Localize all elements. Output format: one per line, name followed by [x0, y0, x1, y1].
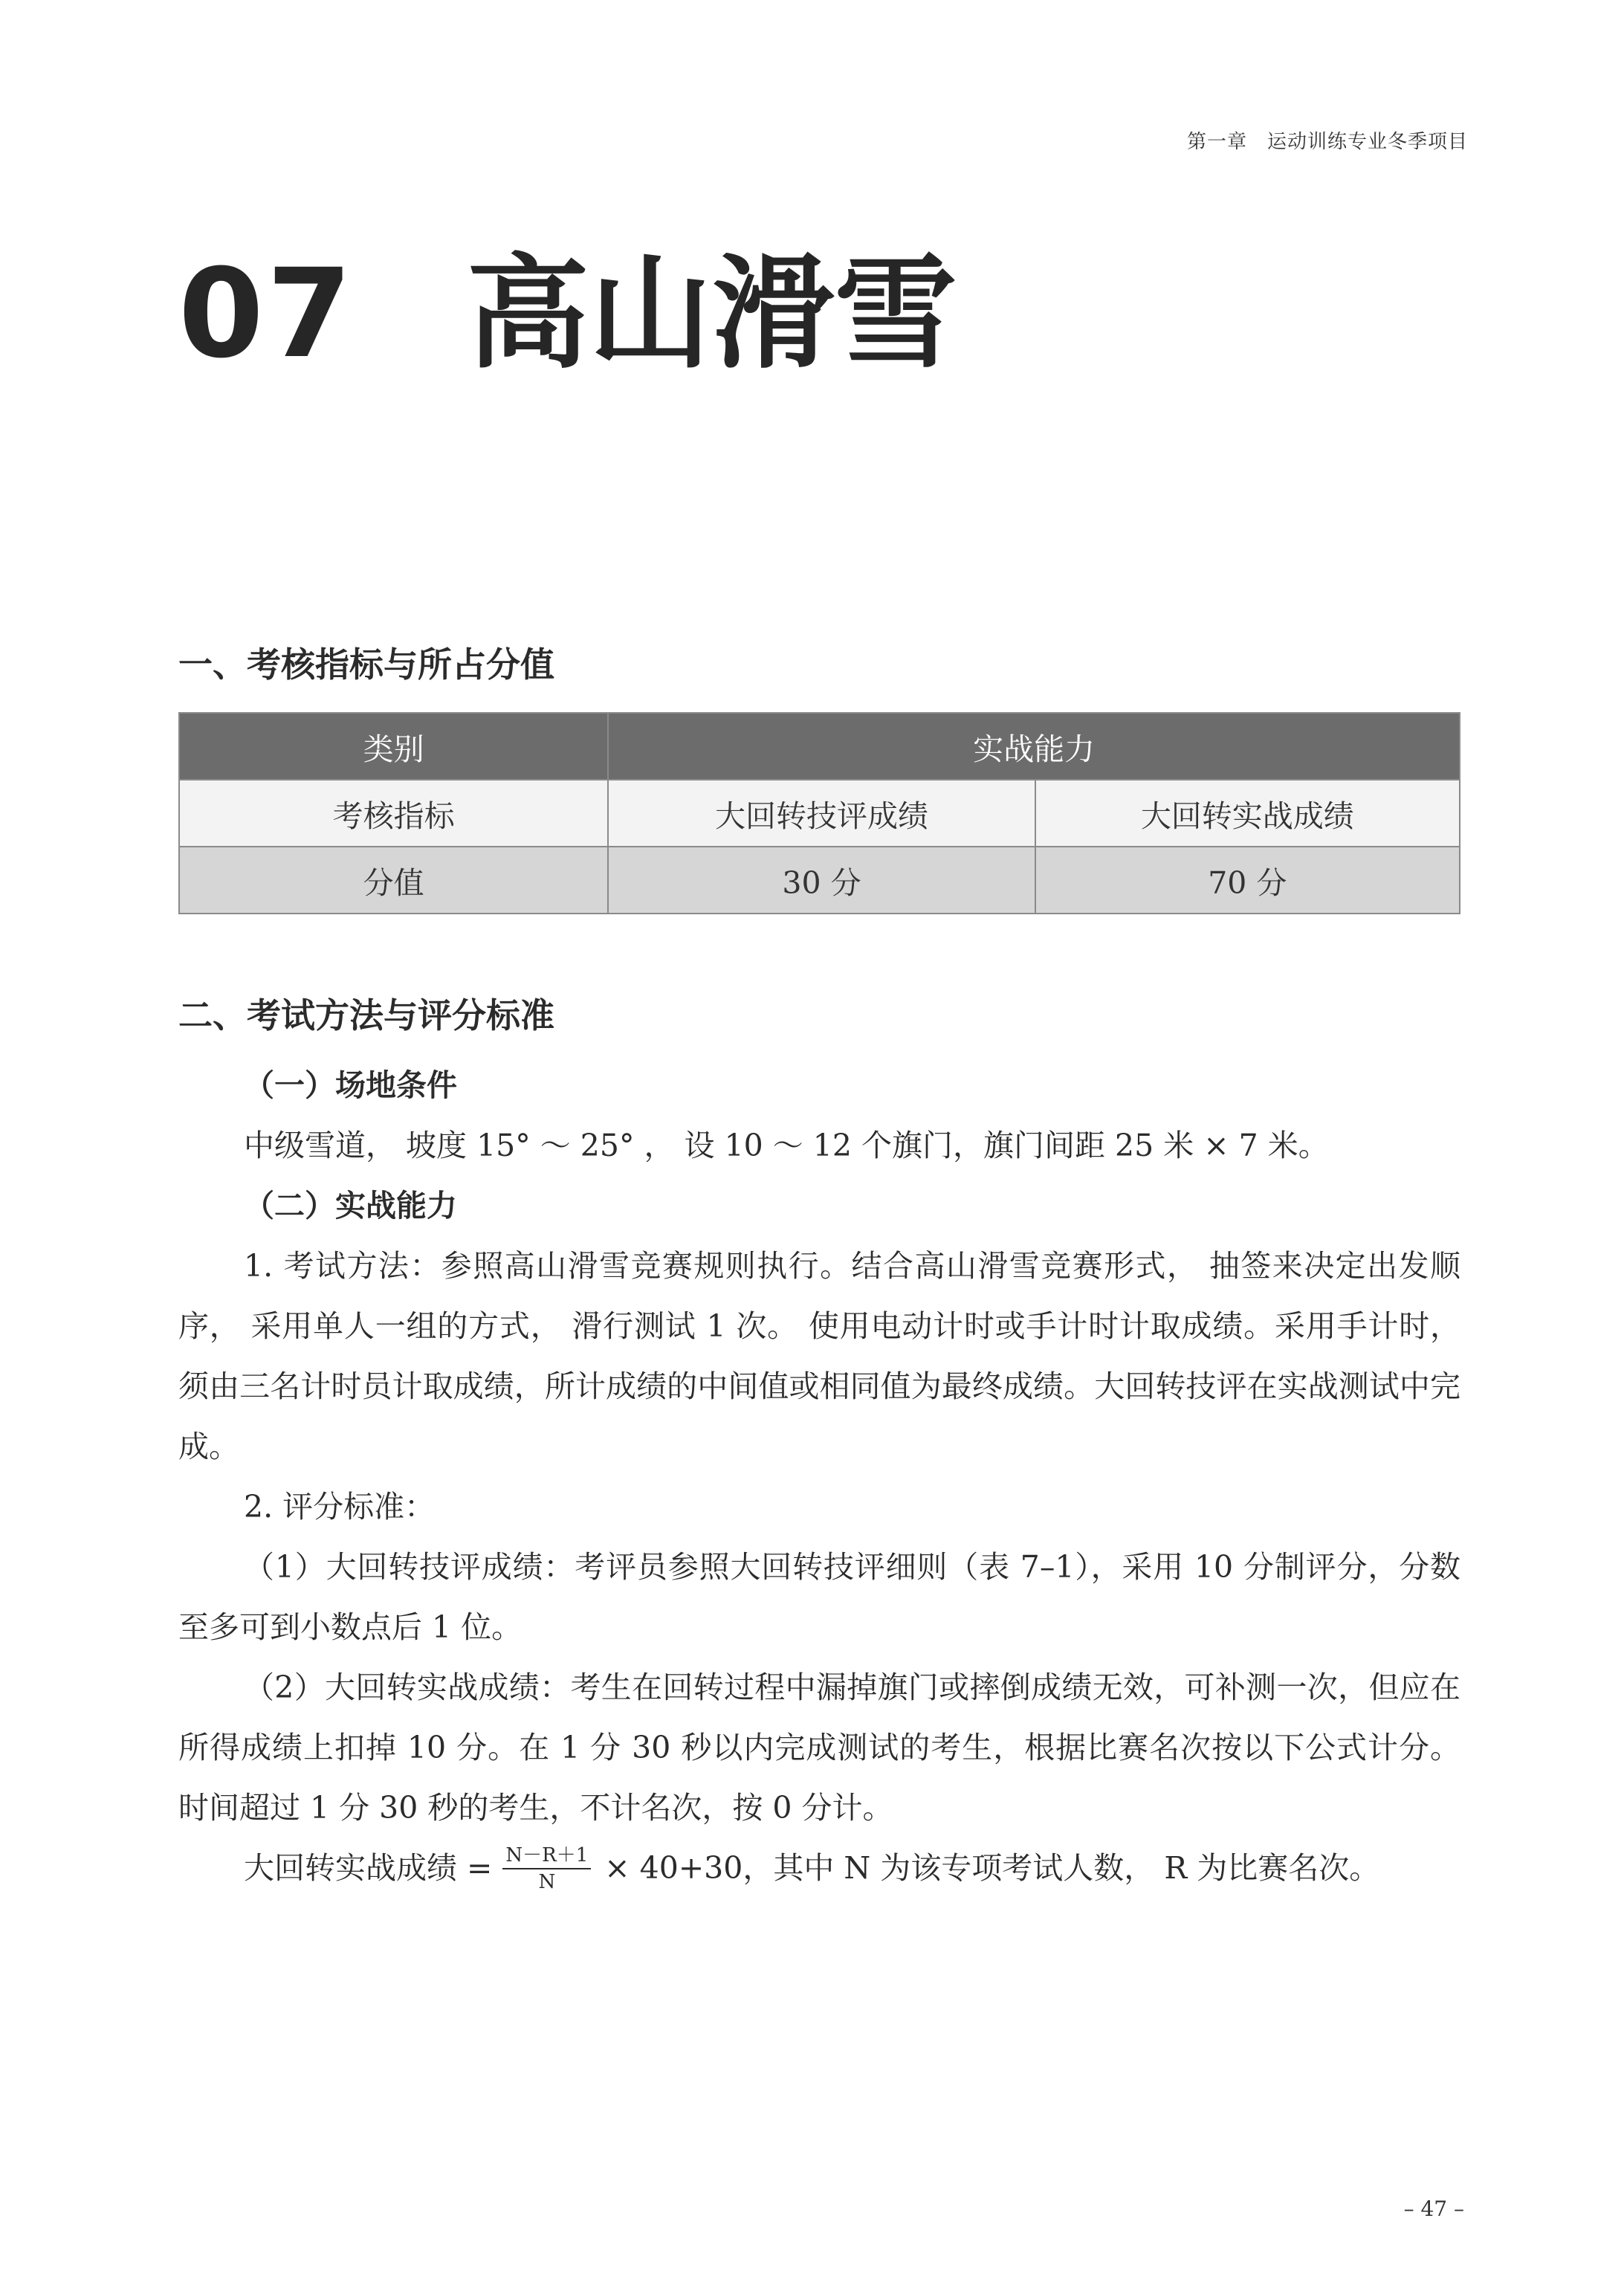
table-row: [179, 780, 1460, 847]
formula-numerator: N－R＋1: [502, 1846, 591, 1869]
paragraph: 1. 考试方法：参照高山滑雪竞赛规则执行。结合高山滑雪竞赛形式， 抽签来决定出发顺序， 采用单人一组的方式， 滑行测试 1 次。 使用电动计时或手计时计取成绩。采用手计时，须由三名计时员计取成绩，所计成绩的中间值或相同值为最终成绩。大回转技评在实战测试中完成。: [178, 1248, 1460, 1464]
formula-lhs: 大回转实战成绩 =: [244, 1850, 493, 1886]
chapter-name: 高山滑雪: [466, 242, 957, 385]
subsection-heading: （一）场地条件: [244, 1067, 457, 1103]
section1-heading: 一、考核指标与所占分值: [178, 644, 554, 685]
running-head: 第一章 运动训练专业冬季项目: [1186, 131, 1468, 153]
score-table: [178, 712, 1460, 914]
subsection-heading: （二）实战能力: [244, 1188, 457, 1224]
formula-denominator: N: [538, 1870, 556, 1893]
table-header-cell: 类别: [179, 713, 608, 780]
paragraph: 中级雪道， 坡度 15° ～ 25° ， 设 10 ～ 12 个旗门，旗门间距 25 米 × 7 米。: [244, 1128, 1329, 1163]
table-cell: 70 分: [1035, 847, 1460, 914]
formula-fraction: [502, 1843, 591, 1893]
paragraph: 2. 评分标准：: [244, 1489, 436, 1525]
body-text: [178, 1056, 1460, 1898]
table-cell: 大回转实战成绩: [1035, 780, 1460, 847]
table-cell: 分值: [179, 847, 608, 914]
paragraph: （1）大回转技评成绩：考评员参照大回转技评细则（表 7–1），采用 10 分制评分，分数至多可到小数点后 1 位。: [178, 1549, 1460, 1645]
section2-heading: 二、考试方法与评分标准: [178, 995, 554, 1035]
table-header-row: [179, 713, 1460, 780]
score-formula: [178, 1838, 1460, 1898]
chapter-number: 07: [178, 242, 355, 385]
table-row: [179, 847, 1460, 914]
page-number: – 47 –: [1403, 2197, 1464, 2221]
table-cell: 大回转技评成绩: [608, 780, 1035, 847]
table-cell: 30 分: [608, 847, 1035, 914]
table-header-cell: 实战能力: [608, 713, 1460, 780]
formula-rhs: × 40+30，其中 N 为该专项考试人数， R 为比赛名次。: [604, 1850, 1380, 1886]
chapter-title: [178, 242, 957, 385]
paragraph: （2）大回转实战成绩：考生在回转过程中漏掉旗门或摔倒成绩无效，可补测一次，但应在所得成绩上扣掉 10 分。在 1 分 30 秒以内完成测试的考生，根据比赛名次按以下公式计分。时间超过 1 分 30 秒的考生，不计名次，按 0 分计。: [178, 1670, 1460, 1826]
table-cell: 考核指标: [179, 780, 608, 847]
